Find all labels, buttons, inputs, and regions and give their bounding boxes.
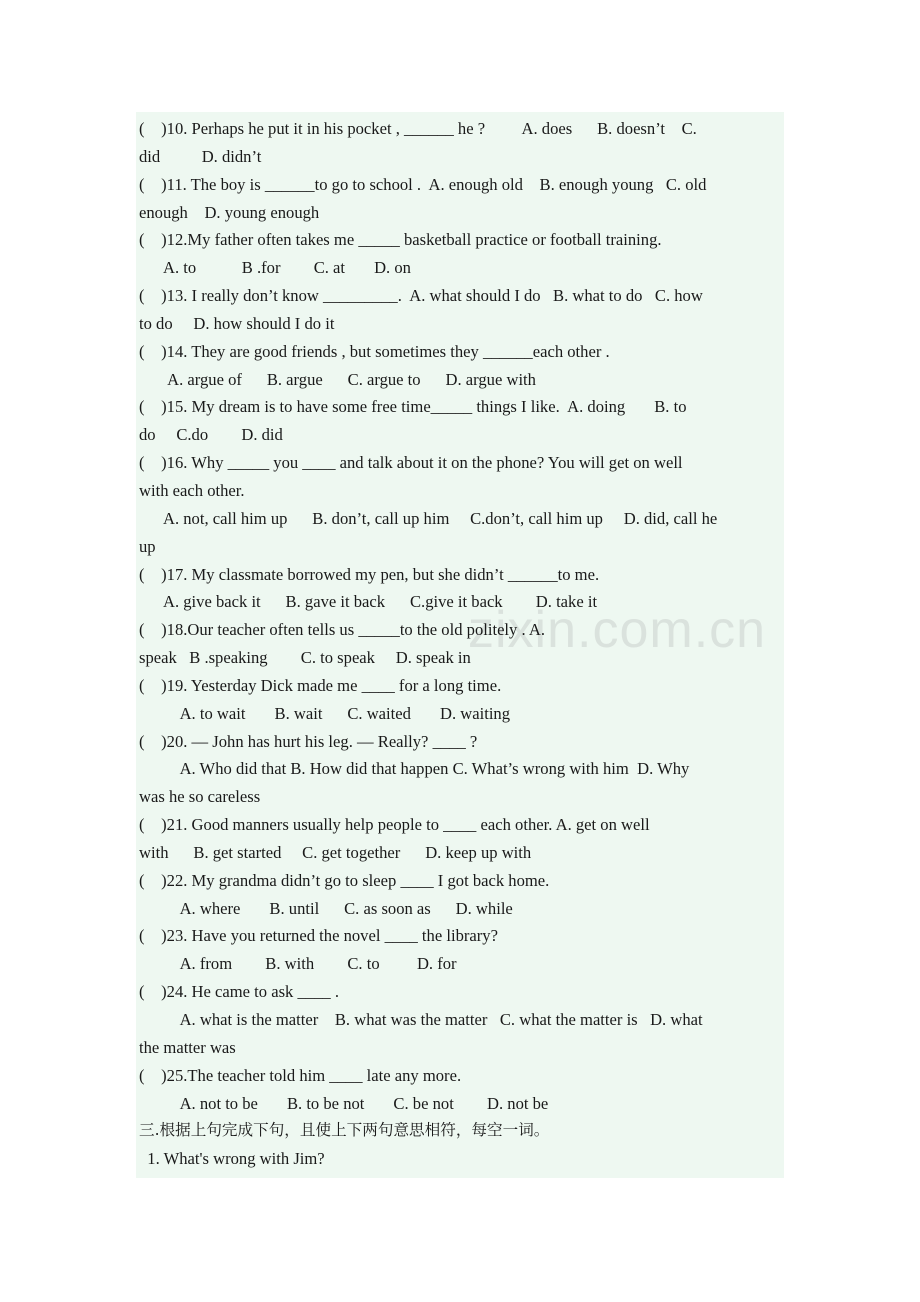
text-line: ( )12.My father often takes me _____ basketball practice or football training. bbox=[139, 230, 662, 250]
text-line: was he so careless bbox=[139, 787, 261, 807]
text-line: A. give back it B. gave it back C.give it back D. take it bbox=[139, 592, 598, 612]
text-line: A. to B .for C. at D. on bbox=[139, 258, 411, 278]
text-line: enough D. young enough bbox=[139, 202, 320, 222]
text-line: ( )23. Have you returned the novel ____ the library? bbox=[139, 926, 498, 946]
text-line: do C.do D. did bbox=[139, 425, 283, 445]
text-line: ( )20. — John has hurt his leg. — Really? ____ ? bbox=[139, 731, 478, 751]
text-line: ( )18.Our teacher often tells us _____to the old politely . A. bbox=[139, 620, 546, 640]
text-line: A. argue of B. argue C. argue to D. argue with bbox=[139, 369, 536, 389]
text-line: the matter was bbox=[139, 1037, 236, 1057]
text-line: ( )13. I really don’t know _________. A. what should I do B. what to do C. how bbox=[139, 286, 703, 306]
document-body bbox=[139, 115, 789, 1173]
text-line: ( )14. They are good friends , but sometimes they ______each other . bbox=[139, 341, 610, 361]
text-line: with each other. bbox=[139, 480, 245, 500]
text-line: ( )22. My grandma didn’t go to sleep ____ I got back home. bbox=[139, 870, 550, 890]
text-line: A. to wait B. wait C. waited D. waiting bbox=[139, 703, 511, 723]
text-line: speak B .speaking C. to speak D. speak in bbox=[139, 648, 471, 668]
text-line: ( )24. He came to ask ____ . bbox=[139, 982, 339, 1002]
text-line: A. not, call him up B. don’t, call up him C.don’t, call him up D. did, call he bbox=[139, 508, 718, 528]
text-line: ( )21. Good manners usually help people to ____ each other. A. get on well bbox=[139, 815, 650, 835]
text-line: A. from B. with C. to D. for bbox=[139, 954, 457, 974]
text-line: A. Who did that B. How did that happen C. What’s wrong with him D. Why bbox=[139, 759, 690, 779]
text-line: to do D. how should I do it bbox=[139, 313, 335, 333]
text-line: A. not to be B. to be not C. be not D. not be bbox=[139, 1093, 549, 1113]
text-line: ( )17. My classmate borrowed my pen, but she didn’t ______to me. bbox=[139, 564, 600, 584]
text-line: 1. What's wrong with Jim? bbox=[139, 1149, 325, 1169]
text-line: did D. didn’t bbox=[139, 146, 262, 166]
text-line: ( )16. Why _____ you ____ and talk about it on the phone? You will get on well bbox=[139, 453, 683, 473]
text-line: ( )15. My dream is to have some free time_____ things I like. A. doing B. to bbox=[139, 397, 687, 417]
section-heading: 三.根据上句完成下句，且使上下两句意思相符，每空一词。 bbox=[139, 1121, 550, 1140]
text-line: ( )25.The teacher told him ____ late any more. bbox=[139, 1065, 462, 1085]
text-line: A. where B. until C. as soon as D. while bbox=[139, 898, 513, 918]
text-line: ( )10. Perhaps he put it in his pocket , ______ he ? A. does B. doesn’t C. bbox=[139, 119, 697, 138]
watermark: zixin.com.cn bbox=[468, 601, 767, 659]
text-line: up bbox=[139, 536, 156, 556]
text-line: ( )11. The boy is ______to go to school . A. enough old B. enough young C. old bbox=[139, 174, 707, 194]
text-line: ( )19. Yesterday Dick made me ____ for a long time. bbox=[139, 675, 502, 695]
text-line: with B. get started C. get together D. keep up with bbox=[139, 842, 532, 862]
text-line: A. what is the matter B. what was the matter C. what the matter is D. what bbox=[139, 1010, 703, 1029]
